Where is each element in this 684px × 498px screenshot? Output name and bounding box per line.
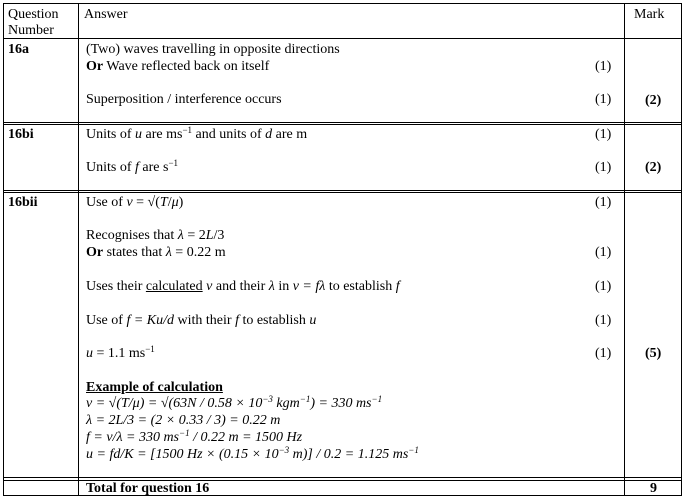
header-question-number: Question Number: [8, 7, 59, 38]
mark-16bii-line1: (1): [595, 195, 612, 210]
or-keyword: Or: [86, 245, 104, 260]
example-calculation-title: Example of calculation: [86, 380, 223, 395]
total-mark-16a: (2): [645, 93, 662, 108]
table-border-top: [3, 3, 681, 4]
mark-16bii-line3: (1): [595, 245, 612, 260]
mark-16a-line3: (1): [595, 92, 612, 107]
total-mark-16bii: (5): [645, 346, 662, 361]
mark-16bii-line4: (1): [595, 279, 612, 294]
answer-16bii-line5: Use of f = Ku/d with their f to establish u: [86, 313, 317, 328]
total-label: Total for question 16: [86, 481, 210, 496]
row-divider-16bii: [3, 477, 681, 478]
col-divider-number: [78, 3, 79, 496]
total-value: 9: [650, 481, 657, 496]
answer-16bi-line2: Units of f are $s^{-1}$: [86, 158, 179, 175]
answer-16bii-line6: u = 1.1 $ms^{-1}$: [86, 344, 155, 361]
answer-16a-line3: Superposition / interference occurs: [86, 92, 282, 107]
question-number-16bii: 16bii: [8, 195, 38, 210]
answer-16bii-line3: Or states that λ = 0.22 m: [86, 245, 226, 260]
header-divider: [3, 38, 681, 39]
row-divider-16a-second: [3, 124, 681, 125]
row-divider-16a: [3, 122, 681, 123]
table-border-left: [3, 3, 4, 496]
header-mark: Mark: [634, 7, 665, 22]
answer-16bi-line1: Units of u are $ms^{-1}$ and units of d are m: [86, 125, 308, 142]
answer-16a-line1: (Two) waves travelling in opposite directions: [86, 42, 340, 57]
header-answer: Answer: [84, 7, 128, 22]
example-line2: λ = 2L/3 = (2 × 0.33 / 3) = 0.22 m: [86, 413, 281, 428]
mark-16bii-line5: (1): [595, 313, 612, 328]
question-number-16a: 16a: [8, 42, 29, 57]
answer-16a-line2-text: Wave reflected back on itself: [103, 59, 270, 74]
answer-16a-line2: [86, 59, 269, 75]
mark-16bi-line2: (1): [595, 160, 612, 175]
or-keyword: Or: [86, 59, 104, 74]
answer-16bii-line4: Uses their calculated v and their λ in v = fλ to establish f: [86, 279, 400, 294]
mark-16a-line2: (1): [595, 59, 612, 74]
row-divider-16bi: [3, 190, 681, 191]
example-line3: f = v/λ = 330 $ms^{-1} / 0.22$ m = 1500 Hz: [86, 428, 303, 445]
example-line1: $v = √(T/\mu) = √(63N / 0.58 \times 10^{-3}$ kgm$^{-1}$) = 330 $ms^{-1}$: [86, 394, 383, 411]
question-number-16bi: 16bi: [8, 127, 34, 142]
col-divider-mark: [624, 3, 625, 496]
example-line4: u = fd/K = [1500 $Hz \times (0.15 \times 10^{-3}$ m)] / 0.2 = 1.125 $ms^{-1}$: [86, 445, 419, 462]
table-border-right: [681, 3, 682, 496]
mark-16bii-line6: (1): [595, 346, 612, 361]
total-mark-16bi: (2): [645, 160, 662, 175]
answer-16bii-line1: Use of v = √(T/μ): [86, 195, 184, 210]
row-divider-16bi-second: [3, 192, 681, 193]
answer-16bii-line2: Recognises that λ = 2L/3: [86, 228, 225, 243]
mark-16bi-line1: (1): [595, 127, 612, 142]
